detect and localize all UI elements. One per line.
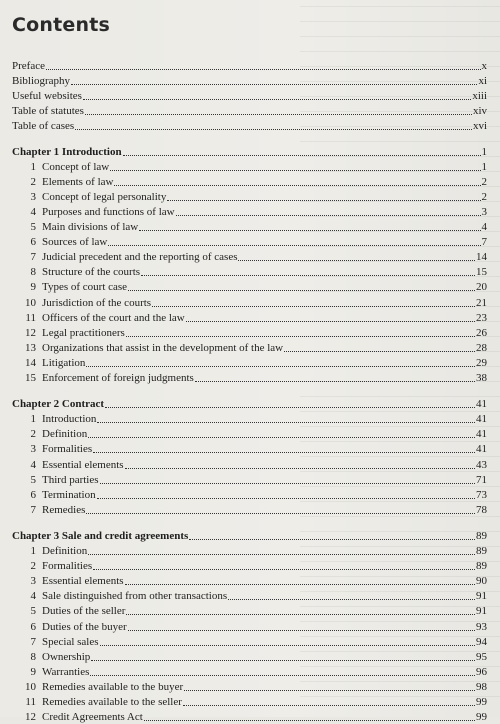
section-row xyxy=(12,175,487,189)
section-number: 12 xyxy=(25,711,36,724)
section-number: 5 xyxy=(30,473,36,486)
entry-title: Bibliography xyxy=(12,75,71,88)
prelim-row xyxy=(12,59,487,73)
page-number: 89 xyxy=(476,545,487,557)
entry-title: Ownership xyxy=(42,650,91,663)
entry-title: Formalities xyxy=(42,443,93,456)
section-row xyxy=(12,356,487,370)
page-number: 98 xyxy=(476,680,487,693)
page-number: 1 xyxy=(481,145,487,158)
dot-leader xyxy=(93,452,475,453)
section-row xyxy=(12,665,487,679)
section-row xyxy=(12,220,487,234)
page-number: 26 xyxy=(476,326,487,339)
section-number: 2 xyxy=(30,560,36,573)
dot-leader xyxy=(139,230,480,231)
page-number: 21 xyxy=(476,296,487,309)
section-row xyxy=(12,650,487,664)
page-number: 73 xyxy=(476,488,487,501)
dot-leader xyxy=(75,129,472,130)
page-number: 28 xyxy=(476,341,487,354)
dot-leader xyxy=(86,366,475,367)
section-number: 7 xyxy=(30,251,36,264)
section-number: 2 xyxy=(30,428,36,441)
entry-title: Essential elements xyxy=(42,458,124,471)
page-number: xiv xyxy=(472,105,487,118)
section-number: 5 xyxy=(30,605,36,618)
section-row xyxy=(12,235,487,249)
section-number: 8 xyxy=(30,266,36,279)
page-number: 41 xyxy=(476,413,487,426)
dot-leader xyxy=(83,99,471,100)
section-row xyxy=(12,442,487,456)
section-number: 3 xyxy=(30,190,36,203)
prelim-row xyxy=(12,74,487,88)
dot-leader xyxy=(110,170,480,171)
section-row xyxy=(12,371,487,385)
section-row xyxy=(12,296,487,310)
dot-leader xyxy=(85,114,472,115)
dot-leader xyxy=(238,260,475,261)
section-row xyxy=(12,503,487,517)
section-row xyxy=(12,250,487,264)
page-number: 89 xyxy=(476,529,487,542)
entry-title: Judicial precedent and the reporting of cases xyxy=(42,251,238,264)
section-number: 13 xyxy=(25,341,36,354)
chapter-title: Chapter 1 Introduction xyxy=(12,145,122,158)
page-number: 93 xyxy=(476,620,487,633)
chapter-title: Chapter 3 Sale and credit agreements xyxy=(12,529,189,542)
dot-leader xyxy=(100,483,475,484)
section-number: 10 xyxy=(25,296,36,309)
page-number: 89 xyxy=(476,560,487,573)
entry-title: Definition xyxy=(42,545,88,557)
entry-title: Warranties xyxy=(42,665,90,678)
prelim-row xyxy=(12,119,487,133)
page-number: xiii xyxy=(472,90,487,103)
dot-leader xyxy=(91,660,475,661)
dot-leader xyxy=(184,690,475,691)
section-row xyxy=(12,635,487,649)
section-row xyxy=(12,326,487,340)
dot-leader xyxy=(176,215,481,216)
dot-leader xyxy=(126,336,475,337)
dot-leader xyxy=(105,407,475,408)
section-row xyxy=(12,458,487,472)
chapter-heading-row xyxy=(12,397,487,411)
section-row xyxy=(12,412,487,426)
entry-title: Introduction xyxy=(42,413,97,426)
dot-leader xyxy=(141,275,475,276)
entry-title: Preface xyxy=(12,60,45,72)
section-row xyxy=(12,710,487,724)
page-number: xi xyxy=(478,75,487,88)
dot-leader xyxy=(128,630,475,631)
section-number: 2 xyxy=(30,175,36,188)
section-row xyxy=(12,205,487,219)
dot-leader xyxy=(126,614,475,615)
page-number: 95 xyxy=(476,650,487,663)
section-number: 1 xyxy=(30,160,36,173)
section-row xyxy=(12,190,487,204)
page-number: 41 xyxy=(476,443,487,456)
section-number: 6 xyxy=(30,620,36,633)
entry-title: Structure of the courts xyxy=(42,266,141,279)
dot-leader xyxy=(125,584,475,585)
page-number: 91 xyxy=(476,590,487,603)
section-row xyxy=(12,160,487,174)
prelim-row xyxy=(12,89,487,103)
section-number: 11 xyxy=(25,311,36,324)
section-number: 12 xyxy=(25,326,36,339)
section-number: 10 xyxy=(25,680,36,693)
entry-title: Duties of the seller xyxy=(42,605,126,618)
dot-leader xyxy=(46,69,481,70)
section-number: 7 xyxy=(30,503,36,516)
section-number: 11 xyxy=(25,696,36,708)
entry-title: Purposes and functions of law xyxy=(42,205,175,218)
entry-title: Types of court case xyxy=(42,281,128,294)
section-row xyxy=(12,427,487,441)
dot-leader xyxy=(93,569,475,570)
entry-title: Formalities xyxy=(42,560,93,573)
dot-leader xyxy=(189,539,475,540)
section-number: 6 xyxy=(30,488,36,501)
page-number: 4 xyxy=(481,221,487,233)
section-row xyxy=(12,680,487,694)
section-row xyxy=(12,544,487,558)
page-number: 23 xyxy=(476,311,487,324)
chapter-heading-row xyxy=(12,145,487,159)
dot-leader xyxy=(186,321,475,322)
section-row xyxy=(12,695,487,709)
entry-title: Elements of law xyxy=(42,175,114,188)
page-number: x xyxy=(481,60,487,72)
section-number: 3 xyxy=(30,575,36,588)
prelim-row xyxy=(12,104,487,118)
page-number: 99 xyxy=(476,711,487,724)
section-row xyxy=(12,589,487,603)
entry-title: Essential elements xyxy=(42,575,124,588)
page-number: 15 xyxy=(476,266,487,279)
entry-title: Officers of the court and the law xyxy=(42,311,185,324)
section-number: 9 xyxy=(30,665,36,678)
page-number: 99 xyxy=(476,696,487,708)
section-row xyxy=(12,265,487,279)
section-row xyxy=(12,280,487,294)
page-number: 71 xyxy=(476,473,487,486)
page-number: 43 xyxy=(476,458,487,471)
dot-leader xyxy=(128,290,475,291)
dot-leader xyxy=(125,468,475,469)
entry-title: Litigation xyxy=(42,356,86,369)
section-row xyxy=(12,488,487,502)
page-number: 7 xyxy=(481,236,487,249)
dot-leader xyxy=(97,498,475,499)
page-number: 29 xyxy=(476,356,487,369)
section-row xyxy=(12,559,487,573)
entry-title: Credit Agreements Act xyxy=(42,711,143,724)
entry-title: Table of statutes xyxy=(12,105,84,118)
page-number: 96 xyxy=(476,665,487,678)
section-number: 7 xyxy=(30,635,36,648)
page-number: 14 xyxy=(476,251,487,264)
entry-title: Definition xyxy=(42,428,88,441)
dot-leader xyxy=(114,185,480,186)
section-number: 1 xyxy=(30,413,36,426)
entry-title: Enforcement of foreign judgments xyxy=(42,372,194,384)
entry-title: Special sales xyxy=(42,635,99,648)
dot-leader xyxy=(88,554,475,555)
entry-title: Concept of law xyxy=(42,160,110,173)
section-number: 4 xyxy=(30,205,36,218)
section-row xyxy=(12,604,487,618)
section-row xyxy=(12,341,487,355)
section-number: 9 xyxy=(30,281,36,294)
page-number: 90 xyxy=(476,575,487,588)
section-number: 8 xyxy=(30,650,36,663)
page-number: 94 xyxy=(476,635,487,648)
section-number: 5 xyxy=(30,221,36,233)
page-number: 3 xyxy=(481,205,487,218)
section-number: 15 xyxy=(25,372,36,384)
dot-leader xyxy=(71,84,477,85)
entry-title: Sources of law xyxy=(42,236,108,249)
dot-leader xyxy=(167,200,480,201)
dot-leader xyxy=(108,245,480,246)
entry-title: Termination xyxy=(42,488,96,501)
dot-leader xyxy=(195,381,475,382)
page-number: 41 xyxy=(476,398,487,411)
dot-leader xyxy=(90,675,475,676)
dot-leader xyxy=(88,437,475,438)
page-number: 38 xyxy=(476,372,487,384)
page-number: 91 xyxy=(476,605,487,618)
entry-title: Duties of the buyer xyxy=(42,620,127,633)
dot-leader xyxy=(100,645,475,646)
entry-title: Remedies available to the buyer xyxy=(42,680,184,693)
page-number: 41 xyxy=(476,428,487,441)
entry-title: Organizations that assist in the development of the law xyxy=(42,341,284,354)
page-title: Contents xyxy=(12,14,111,36)
entry-title: Concept of legal personality xyxy=(42,190,167,203)
section-number: 4 xyxy=(30,590,36,603)
section-row xyxy=(12,620,487,634)
chapter-title: Chapter 2 Contract xyxy=(12,398,105,411)
section-number: 3 xyxy=(30,443,36,456)
page-number: 1 xyxy=(481,160,487,173)
section-number: 1 xyxy=(30,545,36,557)
dot-leader xyxy=(284,351,475,352)
page-number: xvi xyxy=(472,120,487,133)
section-number: 14 xyxy=(25,356,36,369)
entry-title: Sale distinguished from other transactions xyxy=(42,590,228,603)
dot-leader xyxy=(144,720,475,721)
entry-title: Useful websites xyxy=(12,90,82,103)
section-row xyxy=(12,473,487,487)
section-number: 6 xyxy=(30,236,36,249)
entry-title: Table of cases xyxy=(12,120,75,133)
entry-title: Remedies xyxy=(42,503,86,516)
section-row xyxy=(12,311,487,325)
dot-leader xyxy=(183,705,475,706)
entry-title: Remedies available to the seller xyxy=(42,696,182,708)
dot-leader xyxy=(228,599,475,600)
page-number: 2 xyxy=(481,175,487,188)
page-number: 20 xyxy=(476,281,487,294)
section-row xyxy=(12,574,487,588)
dot-leader xyxy=(123,155,481,156)
dot-leader xyxy=(86,513,475,514)
dot-leader xyxy=(97,422,475,423)
page-number: 78 xyxy=(476,503,487,516)
section-number: 4 xyxy=(30,458,36,471)
entry-title: Jurisdiction of the courts xyxy=(42,296,152,309)
entry-title: Legal practitioners xyxy=(42,326,125,339)
entry-title: Main divisions of law xyxy=(42,221,139,233)
chapter-heading-row xyxy=(12,529,487,543)
page-number: 2 xyxy=(481,190,487,203)
entry-title: Third parties xyxy=(42,473,99,486)
dot-leader xyxy=(152,306,475,307)
